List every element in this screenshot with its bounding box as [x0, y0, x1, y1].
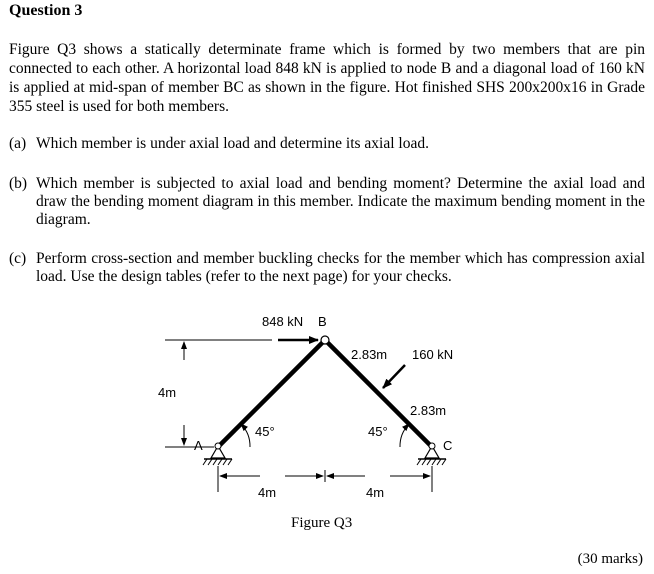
part-b-text: Which member is subjected to axial load and bending moment? Determine the axial load and draw the bending moment diagram in this member. Indicate the maximum bending moment in the diagram. — [36, 175, 645, 228]
part-a-text: Which member is under axial load and determine its axial load. — [36, 135, 429, 152]
part-b-label: (b) — [9, 175, 28, 192]
span-right-label: 4m — [366, 485, 385, 500]
height-label: 4m — [158, 385, 177, 400]
part-c-text: Perform cross-section and member buckling checks for the member which has compression axial load. Use the design tables (refer to the next page) for your checks. — [36, 250, 645, 285]
question-heading: Question 3 — [9, 2, 83, 19]
diagonal-load-label: 160 kN — [412, 347, 454, 362]
pin-b — [321, 336, 329, 344]
marks-label: (30 marks) — [577, 551, 643, 567]
node-b-label: B — [318, 314, 327, 329]
node-c-label: C — [443, 438, 453, 453]
diagonal-load-arrow — [383, 365, 405, 388]
support-c — [417, 443, 446, 465]
part-a-label: (a) — [9, 135, 27, 152]
length-bc-upper: 2.83m — [351, 347, 388, 362]
support-a — [203, 443, 232, 465]
angle-c-arc — [400, 424, 409, 447]
node-a-label: A — [194, 438, 203, 453]
part-c-label: (c) — [9, 250, 27, 267]
length-bc-lower: 2.83m — [410, 403, 447, 418]
angle-a-label: 45° — [255, 424, 275, 439]
horizontal-load-label: 848 kN — [262, 314, 304, 329]
figure-caption: Figure Q3 — [291, 515, 353, 531]
angle-a-arc — [241, 424, 250, 447]
angle-c-label: 45° — [368, 424, 388, 439]
span-left-label: 4m — [258, 485, 277, 500]
question-intro: Figure Q3 shows a statically determinate frame which is formed by two members that are pin connected to each other. A horizontal load 848 kN is applied to node B and a diagonal load of 160 kN is applied at mid-span of member BC as shown in the figure. Hot finished SHS 200x200x16 in Grade 355 steel is used for both members. — [9, 41, 645, 115]
